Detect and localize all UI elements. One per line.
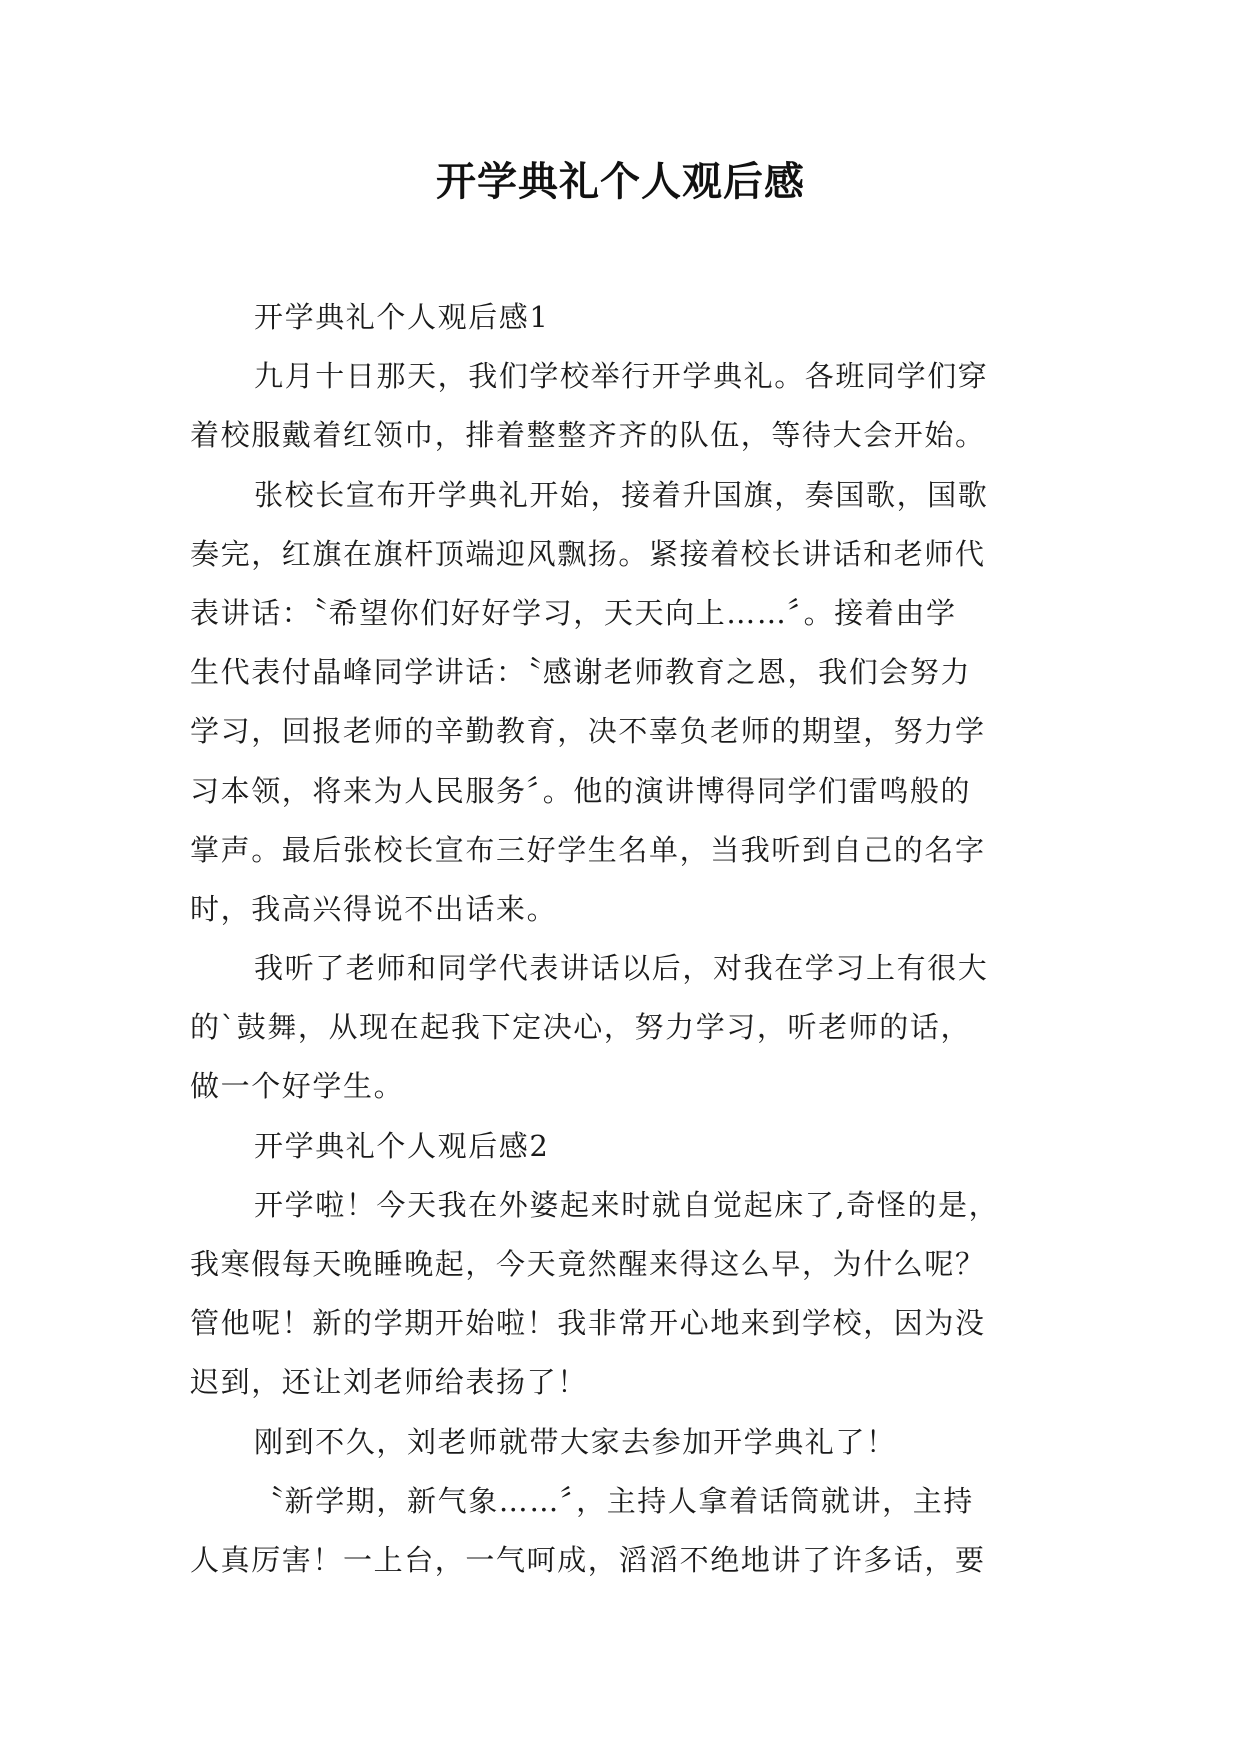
section-heading-2: 开学典礼个人观后感2	[254, 1128, 550, 1163]
paragraph-line: 着校服戴着红领巾，排着整整齐齐的队伍，等待大会开始。	[190, 418, 986, 453]
paragraph-line: 我寒假每天晚睡晚起，今天竟然醒来得这么早，为什么呢？	[190, 1247, 986, 1281]
paragraph-line: 迟到，还让刘老师给表扬了！	[190, 1365, 588, 1400]
paragraph-line: 奏完，红旗在旗杆顶端迎风飘扬。紧接着校长讲话和老师代	[190, 536, 986, 571]
paragraph-line: 表讲话：〝希望你们好好学习，天天向上……〞。接着由学	[190, 595, 957, 630]
paragraph-line: 学习，回报老师的辛勤教育，决不辜负老师的期望，努力学	[190, 714, 986, 749]
paragraph-line: 的`鼓舞，从现在起我下定决心，努力学习，听老师的话，	[190, 1010, 972, 1045]
paragraph-line: 张校长宣布开学典礼开始，接着升国旗，奏国歌，国歌	[254, 477, 989, 512]
paragraph-line: 习本领，将来为人民服务〞。他的演讲博得同学们雷鸣般的	[190, 773, 972, 808]
document-title: 开学典礼个人观后感	[436, 159, 805, 205]
paragraph-line: 掌声。最后张校长宣布三好学生名单，当我听到自己的名字	[190, 832, 986, 867]
paragraph-line: 刚到不久，刘老师就带大家去参加开学典礼了！	[254, 1424, 897, 1459]
document-body	[190, 288, 1060, 1590]
paragraph-line: 做一个好学生。	[190, 1069, 405, 1104]
section-heading-1: 开学典礼个人观后感1	[254, 300, 550, 334]
paragraph-line: 〝新学期，新气象……〞，主持人拿着话筒就讲，主持	[254, 1483, 974, 1518]
paragraph-line: 生代表付晶峰同学讲话：〝感谢老师教育之恩，我们会努力	[190, 655, 972, 690]
paragraph-line: 九月十日那天，我们学校举行开学典礼。各班同学们穿	[254, 359, 989, 394]
paragraph-line: 开学啦！今天我在外婆起来时就自觉起床了,奇怪的是，	[254, 1187, 1000, 1222]
paragraph-line: 时，我高兴得说不出话来。	[190, 891, 558, 926]
paragraph-line: 我听了老师和同学代表讲话以后，对我在学习上有很大	[254, 951, 989, 986]
paragraph-line: 管他呢！新的学期开始啦！我非常开心地来到学校，因为没	[190, 1306, 986, 1341]
paragraph-line: 人真厉害！一上台，一气呵成，滔滔不绝地讲了许多话，要	[190, 1542, 986, 1577]
